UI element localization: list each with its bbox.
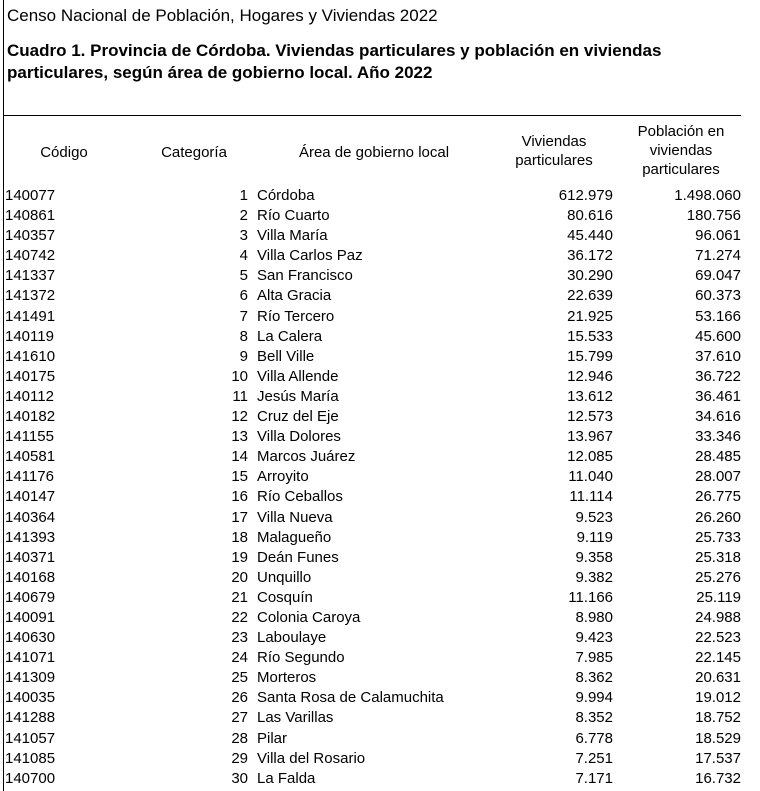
cell-dwellings: 8.352 — [575, 709, 613, 727]
cell-category: 22 — [231, 608, 248, 626]
cell-area: Bell Ville — [257, 347, 315, 365]
header-dwellings: Viviendas particulares — [515, 133, 593, 169]
cell-population: 24.988 — [695, 608, 741, 626]
table-row — [4, 447, 741, 467]
cell-area: Villa Allende — [257, 367, 339, 385]
cell-dwellings: 13.612 — [567, 387, 613, 405]
cell-population: 45.600 — [695, 327, 741, 345]
cell-population: 28.485 — [695, 448, 741, 466]
table-row — [4, 307, 741, 327]
cell-population: 28.007 — [695, 468, 741, 486]
table-row — [4, 568, 741, 588]
table-row — [4, 668, 741, 688]
cell-dwellings: 9.358 — [575, 548, 613, 566]
cell-code: 140147 — [5, 488, 56, 506]
cell-code: 141085 — [5, 749, 56, 767]
cell-area: Villa Carlos Paz — [257, 247, 363, 265]
cell-dwellings: 11.114 — [569, 488, 613, 506]
cell-population: 18.529 — [695, 729, 741, 747]
cell-area: Laboulaye — [257, 629, 327, 647]
cell-area: Malagueño — [257, 528, 332, 546]
cell-population: 18.752 — [695, 709, 741, 727]
cell-dwellings: 12.085 — [567, 448, 613, 466]
cell-dwellings: 22.639 — [567, 287, 613, 305]
cell-code: 141309 — [5, 669, 56, 687]
header-population: Población en viviendas particulares — [637, 123, 725, 178]
cell-area: Unquillo — [257, 568, 312, 586]
cell-category: 18 — [231, 528, 248, 546]
cell-code: 140630 — [5, 629, 56, 647]
cell-dwellings: 9.382 — [575, 568, 613, 586]
table-header — [4, 120, 741, 184]
cell-code: 141393 — [5, 528, 56, 546]
cell-population: 33.346 — [695, 428, 741, 446]
cell-population: 25.276 — [695, 568, 741, 586]
cell-code: 140371 — [5, 548, 56, 566]
table-row — [4, 186, 741, 206]
cell-code: 141288 — [5, 709, 56, 727]
cell-dwellings: 6.778 — [575, 729, 613, 747]
table-row — [4, 487, 741, 507]
cell-population: 60.373 — [695, 287, 741, 305]
cell-code: 140861 — [5, 207, 56, 225]
cell-dwellings: 12.573 — [567, 408, 613, 426]
table-row — [4, 266, 741, 286]
cell-population: 20.631 — [695, 669, 741, 687]
cell-dwellings: 11.040 — [568, 468, 613, 486]
cell-category: 27 — [231, 709, 248, 727]
header-category: Categoría — [161, 144, 227, 161]
table-row — [4, 246, 741, 266]
table-row — [4, 688, 741, 708]
table-row — [4, 548, 741, 568]
cell-code: 140581 — [5, 448, 56, 466]
cell-area: Cosquín — [257, 588, 313, 606]
cell-category: 13 — [231, 428, 248, 446]
cell-population: 22.145 — [695, 649, 741, 667]
table-row — [4, 347, 741, 367]
cell-category: 24 — [231, 649, 248, 667]
cell-area: Alta Gracia — [257, 287, 332, 305]
cell-dwellings: 8.362 — [575, 669, 613, 687]
cell-dwellings: 13.967 — [567, 428, 613, 446]
cell-code: 141155 — [5, 428, 54, 446]
table-title: Cuadro 1. Provincia de Córdoba. Viviendas particulares y población en viviendas particulares, según área de gobierno local. Año 2022 — [7, 41, 662, 82]
cell-code: 141057 — [5, 729, 56, 747]
cell-category: 12 — [231, 408, 248, 426]
table-row — [4, 427, 741, 447]
cell-population: 1.498.060 — [674, 187, 741, 204]
cell-category: 29 — [231, 749, 248, 767]
cell-area: Pilar — [257, 729, 288, 747]
cell-dwellings: 8.980 — [575, 608, 613, 626]
cell-category: 7 — [239, 307, 248, 325]
cell-category: 3 — [239, 227, 248, 245]
cell-population: 17.537 — [695, 749, 741, 767]
cell-dwellings: 7.171 — [575, 769, 613, 787]
census-title: Censo Nacional de Población, Hogares y Viviendas 2022 — [7, 6, 438, 25]
table-row — [4, 286, 741, 306]
cell-code: 140168 — [5, 568, 56, 586]
table-row — [4, 769, 741, 789]
cell-dwellings: 21.925 — [567, 307, 613, 325]
cell-area: Río Tercero — [257, 307, 335, 325]
cell-area: Cruz del Eje — [257, 408, 339, 426]
cell-population: 37.610 — [695, 347, 741, 365]
cell-area: Villa María — [257, 227, 328, 245]
table-row — [4, 729, 741, 749]
cell-code: 140077 — [5, 187, 56, 204]
cell-code: 141176 — [5, 468, 54, 486]
cell-dwellings: 9.423 — [575, 629, 613, 647]
cell-code: 141610 — [5, 347, 56, 365]
cell-code: 140182 — [5, 408, 56, 426]
cell-category: 2 — [239, 207, 248, 225]
cell-code: 141071 — [5, 649, 56, 667]
cell-area: San Francisco — [257, 267, 353, 285]
cell-code: 140742 — [5, 247, 56, 265]
table-row — [4, 467, 741, 487]
cell-area: Santa Rosa de Calamuchita — [257, 689, 444, 707]
cell-dwellings: 9.523 — [575, 508, 613, 526]
cell-dwellings: 9.119 — [576, 528, 613, 546]
table-row — [4, 648, 741, 668]
cell-population: 36.461 — [695, 387, 741, 405]
cell-category: 11 — [232, 387, 248, 405]
table-row — [4, 407, 741, 427]
cell-code: 140119 — [5, 327, 54, 345]
cell-category: 4 — [239, 247, 248, 265]
cell-dwellings: 11.166 — [568, 588, 613, 606]
cell-dwellings: 7.985 — [575, 649, 613, 667]
cell-population: 69.047 — [695, 267, 741, 285]
cell-area: Río Cuarto — [257, 207, 330, 225]
cell-dwellings: 15.799 — [567, 347, 613, 365]
cell-code: 141337 — [5, 267, 56, 285]
table-row — [4, 508, 741, 528]
cell-area: Marcos Juárez — [257, 448, 356, 466]
cell-code: 140175 — [5, 367, 56, 385]
table-row — [4, 367, 741, 387]
cell-area: Morteros — [257, 669, 317, 687]
cell-population: 26.775 — [695, 488, 741, 506]
cell-dwellings: 12.946 — [567, 367, 613, 385]
cell-population: 19.012 — [695, 689, 741, 707]
cell-code: 140364 — [5, 508, 56, 526]
cell-category: 9 — [239, 347, 248, 365]
table-row — [4, 528, 741, 548]
table-row — [4, 708, 741, 728]
cell-category: 17 — [231, 508, 248, 526]
cell-category: 26 — [231, 689, 248, 707]
cell-category: 28 — [231, 729, 248, 747]
cell-population: 25.119 — [696, 588, 741, 606]
header-top-rule — [4, 115, 741, 116]
cell-dwellings: 45.440 — [567, 227, 613, 245]
cell-code: 141372 — [5, 287, 56, 305]
cell-dwellings: 30.290 — [567, 267, 613, 285]
cell-area: Colonia Caroya — [257, 608, 361, 626]
cell-area: Jesús María — [257, 387, 339, 405]
cell-area: La Calera — [257, 327, 323, 345]
cell-population: 96.061 — [695, 227, 741, 245]
cell-dwellings: 15.533 — [567, 327, 613, 345]
cell-category: 16 — [231, 488, 248, 506]
cell-category: 6 — [239, 287, 248, 305]
cell-population: 71.274 — [695, 247, 741, 265]
cell-population: 25.318 — [695, 548, 741, 566]
cell-dwellings: 80.616 — [567, 207, 613, 225]
header-code: Código — [40, 144, 88, 161]
cell-area: Córdoba — [257, 187, 315, 204]
cell-category: 19 — [231, 548, 248, 566]
cell-category: 1 — [239, 187, 248, 204]
cell-category: 5 — [239, 267, 248, 285]
cell-population: 26.260 — [695, 508, 741, 526]
table-row — [4, 608, 741, 628]
cell-dwellings: 9.994 — [575, 689, 613, 707]
table-row — [4, 588, 741, 608]
table-row — [4, 628, 741, 648]
cell-population: 22.523 — [695, 629, 741, 647]
header-area: Área de gobierno local — [298, 144, 450, 161]
cell-area: Villa del Rosario — [257, 749, 366, 767]
cell-category: 20 — [231, 568, 248, 586]
cell-area: Río Segundo — [257, 649, 345, 667]
table-row — [4, 206, 741, 226]
cell-population: 36.722 — [695, 367, 741, 385]
table-body — [4, 186, 741, 789]
cell-area: Arroyito — [257, 468, 309, 486]
cell-population: 25.733 — [695, 528, 741, 546]
cell-population: 180.756 — [686, 207, 741, 225]
cell-area: Río Ceballos — [257, 488, 343, 506]
cell-category: 10 — [231, 367, 248, 385]
table-row — [4, 387, 741, 407]
cell-code: 140700 — [5, 769, 56, 787]
cell-dwellings: 36.172 — [567, 247, 613, 265]
cell-population: 34.616 — [695, 408, 741, 426]
cell-category: 30 — [231, 769, 248, 787]
cell-population: 16.732 — [695, 769, 741, 787]
cell-population: 53.166 — [695, 307, 741, 325]
table-row — [4, 749, 741, 769]
cell-code: 140091 — [5, 608, 56, 626]
cell-code: 140035 — [5, 689, 56, 707]
cell-code: 140112 — [5, 387, 54, 405]
table-row — [4, 327, 741, 347]
cell-area: La Falda — [257, 769, 316, 787]
cell-category: 25 — [231, 669, 248, 687]
cell-category: 23 — [231, 629, 248, 647]
cell-category: 21 — [231, 588, 248, 606]
cell-category: 8 — [239, 327, 248, 345]
cell-code: 140357 — [5, 227, 56, 245]
cell-area: Villa Nueva — [257, 508, 333, 526]
cell-code: 140679 — [5, 588, 56, 606]
cell-category: 15 — [231, 468, 248, 486]
cell-area: Las Varillas — [257, 709, 334, 727]
cell-dwellings: 612.979 — [558, 187, 613, 204]
cell-area: Villa Dolores — [257, 428, 341, 446]
cell-area: Deán Funes — [257, 548, 339, 566]
cell-category: 14 — [231, 448, 248, 466]
cell-dwellings: 7.251 — [575, 749, 613, 767]
table-row — [4, 226, 741, 246]
cell-code: 141491 — [5, 307, 56, 325]
